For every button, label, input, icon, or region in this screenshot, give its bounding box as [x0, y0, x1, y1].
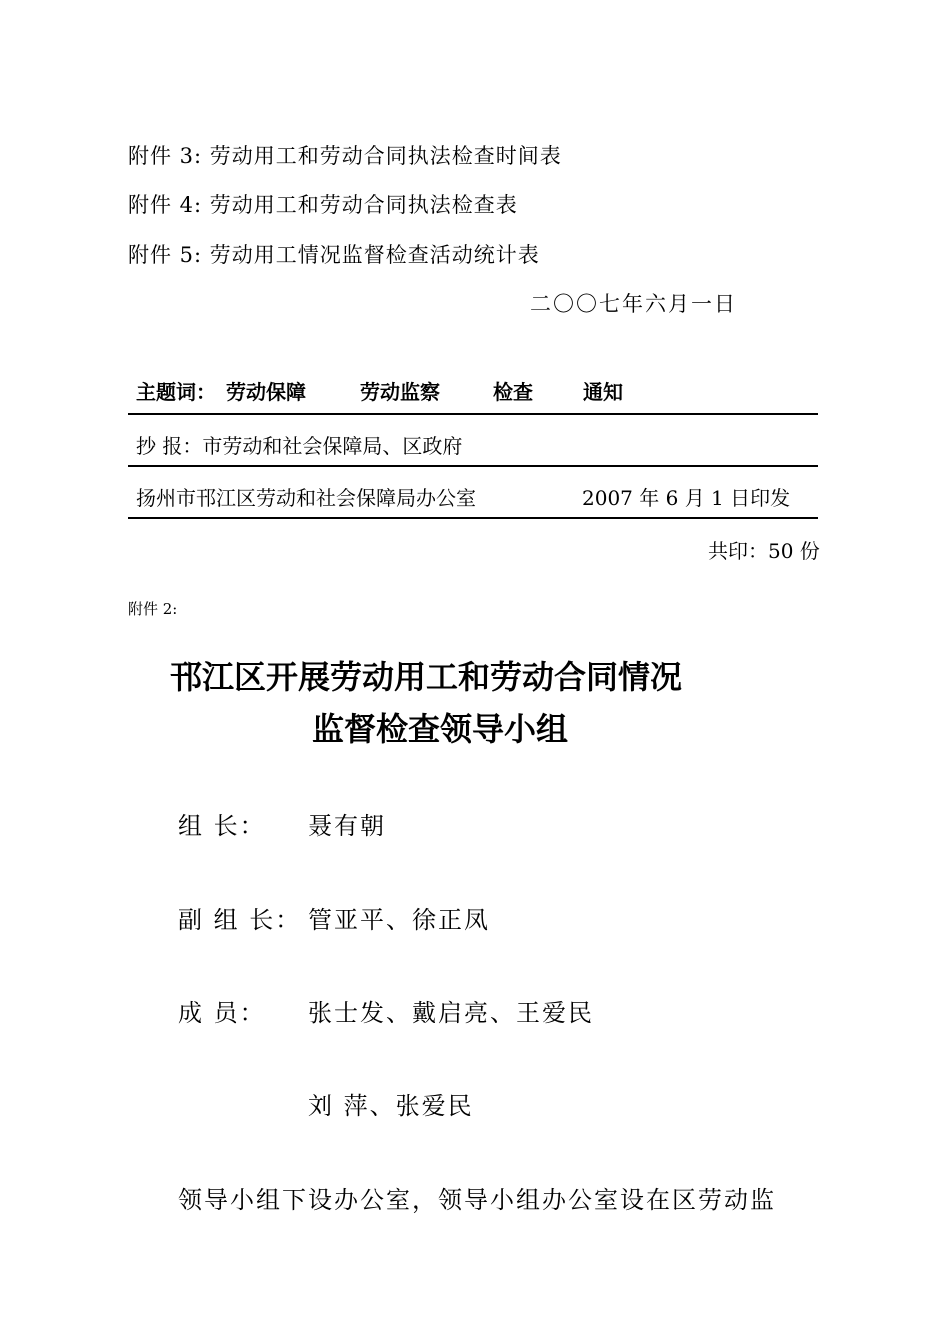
document-title-line2: 监督检查领导小组	[312, 710, 569, 748]
copy-to: 抄 报：市劳动和社会保障局、区政府	[136, 434, 463, 458]
issue-date: 二〇〇七年六月一日	[530, 292, 737, 316]
keyword: 劳动保障	[226, 380, 306, 404]
attachment-item: 附件 5: 劳动用工情况监督检查活动统计表	[128, 243, 540, 267]
keyword: 检查	[493, 380, 533, 404]
divider-line	[128, 413, 818, 415]
leader-label: 组 长：	[178, 812, 266, 840]
member-names: 张士发、戴启亮、王爱民	[308, 999, 594, 1027]
deputy-names: 管亚平、徐正凤	[308, 906, 490, 934]
divider-line	[128, 465, 818, 467]
attachment-label: 附件 2:	[128, 600, 178, 618]
issuing-office: 扬州市邗江区劳动和社会保障局办公室	[136, 486, 476, 510]
print-count: 共印：50 份	[708, 539, 820, 563]
attachment-item: 附件 3: 劳动用工和劳动合同执法检查时间表	[128, 144, 562, 168]
closing-paragraph: 领导小组下设办公室，领导小组办公室设在区劳动监	[178, 1186, 776, 1214]
divider-line	[128, 517, 818, 519]
members-label: 成 员：	[178, 999, 266, 1027]
leader-name: 聂有朝	[308, 812, 386, 840]
keyword: 劳动监察	[360, 380, 440, 404]
keyword: 通知	[583, 380, 623, 404]
member-names: 刘 萍、张爱民	[308, 1092, 474, 1120]
deputy-label: 副 组 长：	[178, 906, 302, 934]
attachment-item: 附件 4: 劳动用工和劳动合同执法检查表	[128, 193, 518, 217]
print-date: 2007 年 6 月 1 日印发	[582, 486, 791, 510]
keywords-label: 主题词：	[136, 380, 216, 404]
document-title-line1: 邗江区开展劳动用工和劳动合同情况	[170, 658, 683, 696]
